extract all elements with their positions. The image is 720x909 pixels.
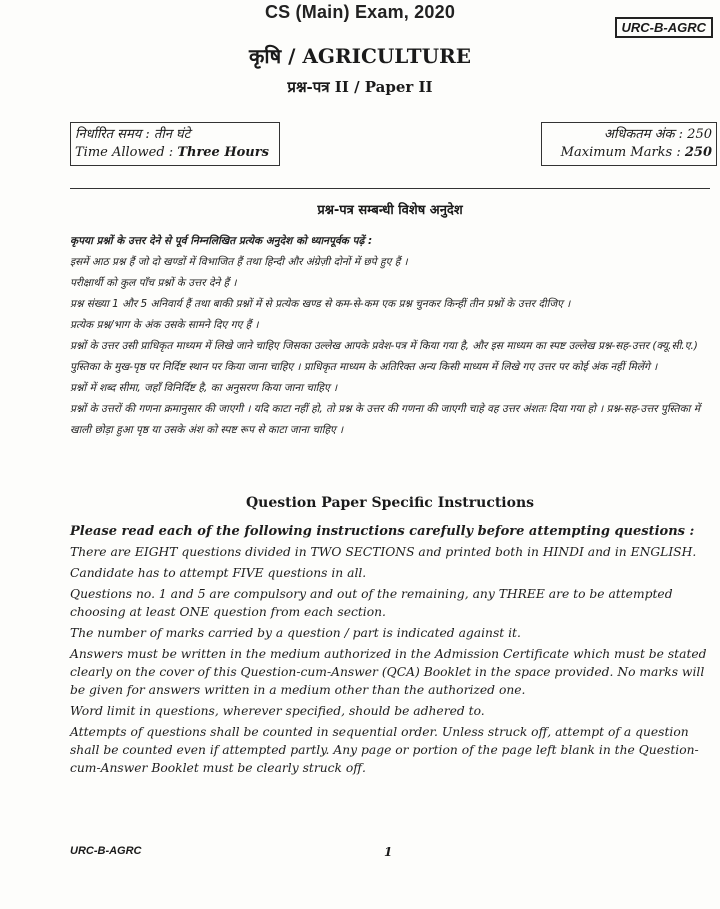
header-divider xyxy=(70,188,710,189)
english-instruction-item: Answers must be written in the medium authorized in the Admission Certificate which must be stated clearly on the cover of this Question-cum-Answer (QCA) Booklet in the space provided. No marks will be given for answers written in a medium other than the authorized one. xyxy=(70,647,707,697)
hindi-instructions-heading: प्रश्न-पत्र सम्बन्धी विशेष अनुदेश xyxy=(317,203,463,218)
maximum-marks-label: Maximum Marks : xyxy=(560,145,685,160)
english-instructions-heading: Question Paper Specific Instructions xyxy=(245,495,535,511)
hindi-instruction-item: प्रश्न संख्या 1 और 5 अनिवार्य हैं तथा बाकी प्रश्नों में से प्रत्येक खण्ड से कम-से-कम एक प्रश्न चुनकर किन्हीं तीन प्रश्नों के उत्तर दीजिए । xyxy=(70,298,571,310)
hindi-instructions-lead: कृपया प्रश्नों के उत्तर देने से पूर्व निम्नलिखित प्रत्येक अनुदेश को ध्यानपूर्वक पढ़ें : xyxy=(70,235,373,247)
english-instruction-item: Questions no. 1 and 5 are compulsory and out of the remaining, any THREE are to be attempted choosing at least ONE question from each section. xyxy=(70,587,673,619)
maximum-marks-english xyxy=(546,144,712,162)
english-instruction-item: The number of marks carried by a question / part is indicated against it. xyxy=(70,626,521,640)
subject-title: कृषि / AGRICULTURE xyxy=(249,44,471,68)
hindi-instruction-item: प्रश्नों में शब्द सीमा, जहाँ विनिर्दिष्ट है, का अनुसरण किया जाना चाहिए । xyxy=(70,382,338,394)
english-instruction-item: There are EIGHT questions divided in TWO SECTIONS and printed both in HINDI and in ENGLISH. xyxy=(70,545,697,559)
english-instruction-item: Candidate has to attempt FIVE questions in all. xyxy=(70,566,367,580)
hindi-instruction-item: इसमें आठ प्रश्न हैं जो दो खण्डों में विभाजित हैं तथा हिन्दी और अंग्रेज़ी दोनों में छपे हुए हैं । xyxy=(70,256,408,268)
time-allowed-hindi: निर्धारित समय : तीन घंटे xyxy=(75,127,191,142)
page-number: 1 xyxy=(384,845,393,859)
hindi-instruction-item: प्रश्नों के उत्तर उसी प्राधिकृत माध्यम में लिखे जाने चाहिए जिसका उल्लेख आपके प्रवेश-पत्र में किया गया है, और इस माध्यम का स्पष्ट उल्लेख प्रश्न-सह-उत्तर (क्यू.सी.ए.) पुस्तिका के मुख-पृष्ठ पर निर्दिष्ट स्थान पर किया जाना चाहिए । प्राधिकृत माध्यम के अतिरिक्त अन्य किसी माध्यम में लिखे गए उत्तर पर कोई अंक नहीं मिलेंगे । xyxy=(70,340,698,373)
maximum-marks-value: 250 xyxy=(684,145,712,160)
time-allowed-label: Time Allowed : xyxy=(75,145,178,160)
time-allowed-english xyxy=(75,144,275,162)
hindi-instruction-item: प्रत्येक प्रश्न/भाग के अंक उसके सामने दिए गए हैं । xyxy=(70,319,259,331)
hindi-instruction-item: प्रश्नों के उत्तरों की गणना क्रमानुसार की जाएगी । यदि काटा नहीं हो, तो प्रश्न के उत्तर की गणना की जाएगी चाहे वह उत्तर अंशतः दिया गया हो । प्रश्न-सह-उत्तर पुस्तिका में खाली छोड़ा हुआ पृष्ठ या उसके अंश को स्पष्ट रूप से काटा जाना चाहिए । xyxy=(70,403,701,436)
paper-code-box: URC-B-AGRC xyxy=(615,17,714,38)
english-instructions-lead: Please read each of the following instructions carefully before attempting questions : xyxy=(70,524,695,539)
time-allowed-value: Three Hours xyxy=(177,145,269,160)
exam-title: CS (Main) Exam, 2020 xyxy=(264,2,456,22)
hindi-instruction-item: परीक्षार्थी को कुल पाँच प्रश्नों के उत्तर देने हैं । xyxy=(70,277,237,289)
paper-title: प्रश्न-पत्र II / Paper II xyxy=(287,78,433,96)
english-instructions xyxy=(70,523,712,780)
maximum-marks-hindi: अधिकतम अंक : 250 xyxy=(604,127,712,142)
english-instruction-item: Attempts of questions shall be counted in sequential order. Unless struck off, attempt of a question shall be counted even if attempted partly. Any page or portion of the page left blank in the Question-cum-Answer Booklet must be clearly struck off. xyxy=(70,725,699,775)
footer-paper-code: URC-B-AGRC xyxy=(70,845,142,857)
time-allowed-box xyxy=(70,122,280,166)
english-instruction-item: Word limit in questions, wherever specified, should be adhered to. xyxy=(70,704,485,718)
hindi-instructions xyxy=(70,231,712,441)
maximum-marks-box xyxy=(541,122,717,166)
